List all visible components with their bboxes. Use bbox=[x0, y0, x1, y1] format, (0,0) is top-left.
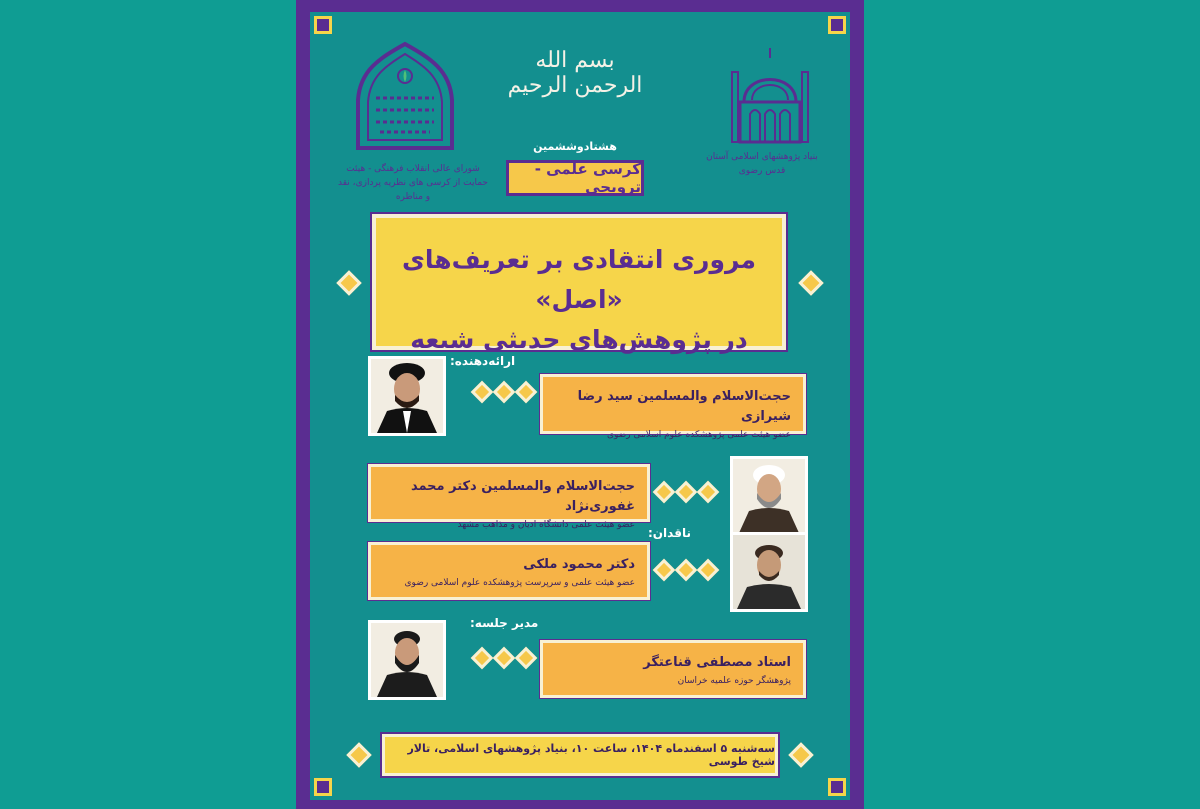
moderator-name: استاد مصطفی قناعتگر bbox=[643, 655, 791, 670]
diamond-ornament bbox=[471, 381, 494, 404]
right-logo-caption: بنیاد پژوهشهای اسلامی آستان قدس رضوی bbox=[706, 152, 818, 176]
critic-card bbox=[368, 464, 650, 530]
critic-name: حجت‌الاسلام والمسلمین دکتر محمد غفوری‌نژاد bbox=[410, 479, 635, 514]
poster-inner-panel bbox=[310, 12, 850, 800]
diamond-ornament bbox=[493, 381, 516, 404]
left-logo-caption: شورای عالی انقلاب فرهنگی - هیئت حمایت از کرسی های نظریه پردازی، نقد و مناظره bbox=[338, 164, 488, 202]
moderator-label: مدیر جلسه: bbox=[470, 616, 539, 630]
diamond-ornament bbox=[675, 481, 698, 504]
critic-name: دکتر محمود ملکی bbox=[523, 557, 635, 572]
presenter-card bbox=[540, 374, 806, 440]
corner-ornament bbox=[828, 16, 846, 34]
shrine-dome-logo bbox=[730, 42, 810, 152]
critic-role: عضو هیئت علمی دانشگاه ادیان و مذاهب مشهد bbox=[457, 520, 635, 530]
diamond-ornament bbox=[653, 481, 676, 504]
diamond-ornament bbox=[471, 647, 494, 670]
basmala-calligraphy: بسم الله الرحمن الرحیم bbox=[507, 48, 643, 98]
chair-type-badge: کرسی علمی - ترویجی bbox=[506, 160, 644, 196]
diamond-chain bbox=[656, 562, 716, 578]
diamond-ornament bbox=[788, 742, 813, 767]
diamond-ornament bbox=[697, 559, 720, 582]
corner-ornament bbox=[314, 16, 332, 34]
presenter-photo bbox=[368, 356, 446, 436]
cultural-council-logo bbox=[350, 40, 460, 155]
corner-ornament bbox=[828, 778, 846, 796]
diamond-ornament bbox=[336, 270, 361, 295]
series-number: هشتادوششمین bbox=[533, 140, 617, 153]
diamond-chain bbox=[656, 484, 716, 500]
critic-role: عضو هیئت علمی و سرپرست پژوهشکده علوم اسلامی رضوی bbox=[404, 578, 635, 588]
diamond-chain bbox=[474, 384, 534, 400]
critics-label: ناقدان: bbox=[648, 526, 691, 540]
diamond-ornament bbox=[675, 559, 698, 582]
diamond-ornament bbox=[798, 270, 823, 295]
critic-photo bbox=[730, 456, 808, 536]
title-line-2: در پژوهش‌های حدیثی شیعه bbox=[410, 325, 748, 354]
presenter-name: حجت‌الاسلام والمسلمین سید رضا شیرازی bbox=[577, 389, 791, 424]
event-details: سه‌شنبه ۵ اسفندماه ۱۴۰۴، ساعت ۱۰، بنیاد پژوهشهای اسلامی، تالار شیخ طوسی bbox=[382, 734, 778, 776]
moderator-photo bbox=[368, 620, 446, 700]
title-line-1: مروری انتقادی بر تعریف‌های «اصل» bbox=[401, 245, 757, 314]
presenter-label: ارائه‌دهنده: bbox=[450, 354, 516, 368]
diamond-ornament bbox=[515, 647, 538, 670]
diamond-ornament bbox=[515, 381, 538, 404]
event-title bbox=[372, 214, 786, 354]
critic-photo bbox=[730, 532, 808, 612]
moderator-card bbox=[540, 640, 806, 698]
presenter-role: عضو هیئت علمی پژوهشکده علوم اسلامی رضوی bbox=[606, 430, 791, 440]
critic-card bbox=[368, 542, 650, 600]
moderator-role: پژوهشگر حوزه علمیه خراسان bbox=[677, 676, 791, 686]
event-poster bbox=[296, 0, 864, 809]
diamond-ornament bbox=[493, 647, 516, 670]
corner-ornament bbox=[314, 778, 332, 796]
diamond-chain bbox=[474, 650, 534, 666]
diamond-ornament bbox=[697, 481, 720, 504]
diamond-ornament bbox=[346, 742, 371, 767]
diamond-ornament bbox=[653, 559, 676, 582]
